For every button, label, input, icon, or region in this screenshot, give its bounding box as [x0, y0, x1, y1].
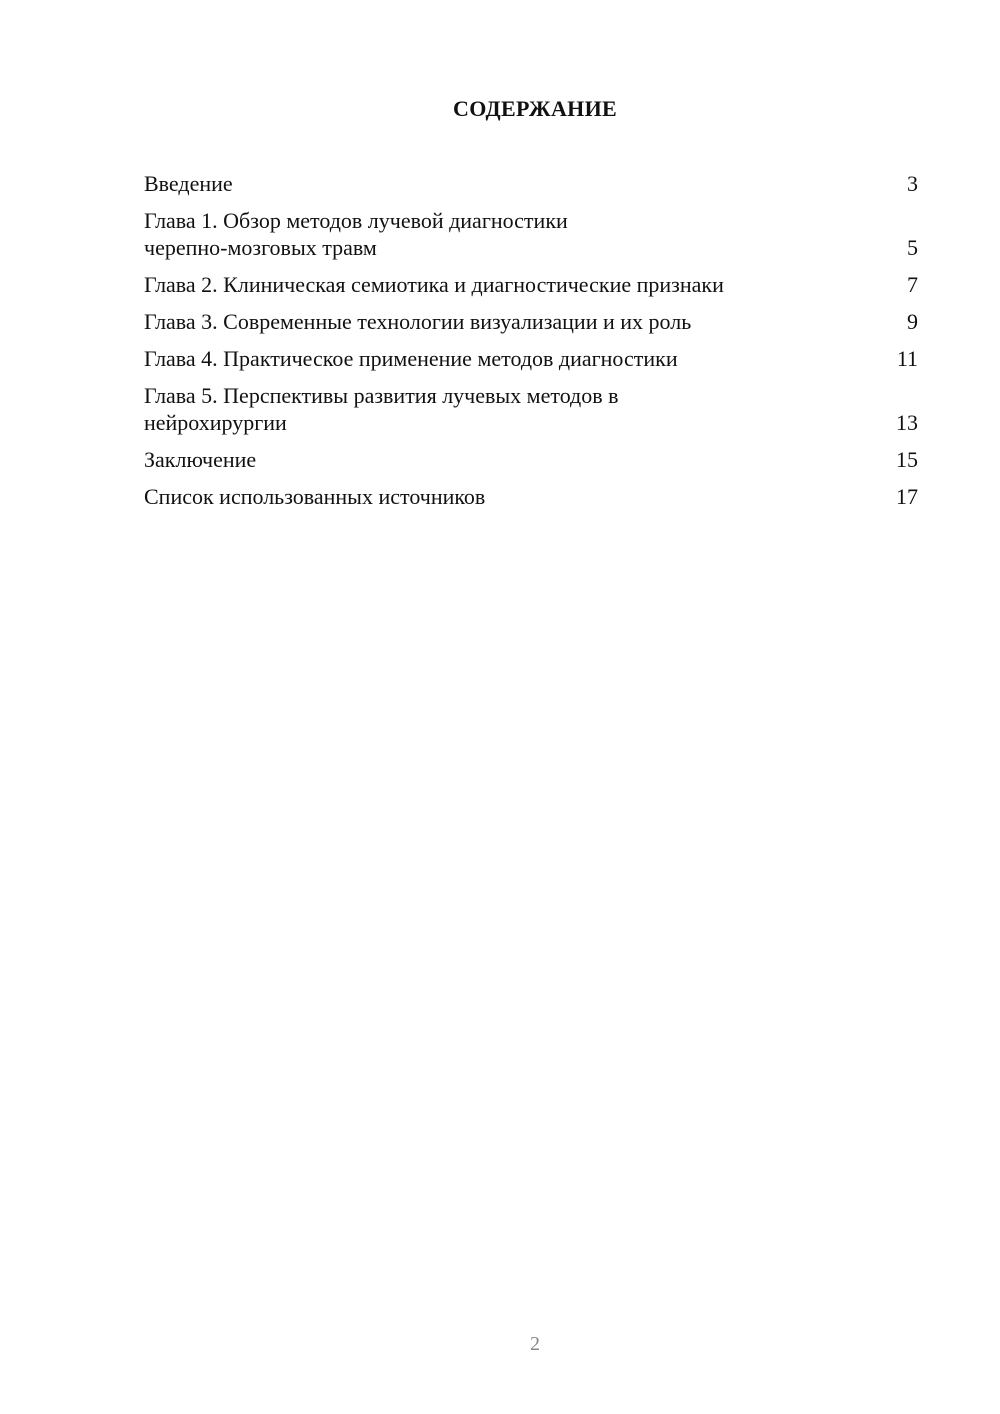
- toc-entry-chapter-3: [144, 308, 918, 335]
- toc-entry-chapter-5: [144, 382, 918, 436]
- toc-entry-title: Глава 5. Перспективы развития лучевых методов в нейрохирургии: [144, 383, 619, 435]
- toc-entry-page: 15: [896, 447, 918, 472]
- toc-entry-chapter-2: [144, 271, 918, 298]
- toc-entry-title: Глава 3. Современные технологии визуализации и их роль: [144, 309, 692, 334]
- toc-entry-chapter-4: [144, 345, 918, 372]
- toc-entry-page: 13: [896, 410, 918, 435]
- table-of-contents: [144, 170, 918, 520]
- toc-entry-page: 17: [896, 484, 918, 509]
- toc-entry-chapter-1: [144, 207, 918, 261]
- toc-entry-references: [144, 483, 918, 510]
- toc-entry-title: Глава 1. Обзор методов лучевой диагностики черепно-мозговых травм: [144, 208, 568, 260]
- toc-entry-page: 5: [907, 235, 918, 260]
- toc-entry-page: 7: [907, 272, 918, 297]
- page-number: 2: [530, 1333, 540, 1355]
- toc-entry-introduction: [144, 170, 918, 197]
- toc-entry-page: 9: [907, 309, 918, 334]
- toc-entry-conclusion: [144, 446, 918, 473]
- toc-entry-title: Заключение: [144, 447, 257, 472]
- toc-entry-page: 3: [907, 171, 918, 196]
- page-title: СОДЕРЖАНИЕ: [453, 96, 617, 121]
- toc-entry-title: Глава 2. Клиническая семиотика и диагностические признаки: [144, 272, 724, 297]
- toc-entry-title: Список использованных источников: [144, 484, 486, 509]
- toc-entry-page: 11: [896, 346, 918, 371]
- toc-entry-title: Введение: [144, 171, 233, 196]
- toc-entry-title: Глава 4. Практическое применение методов диагностики: [144, 346, 678, 371]
